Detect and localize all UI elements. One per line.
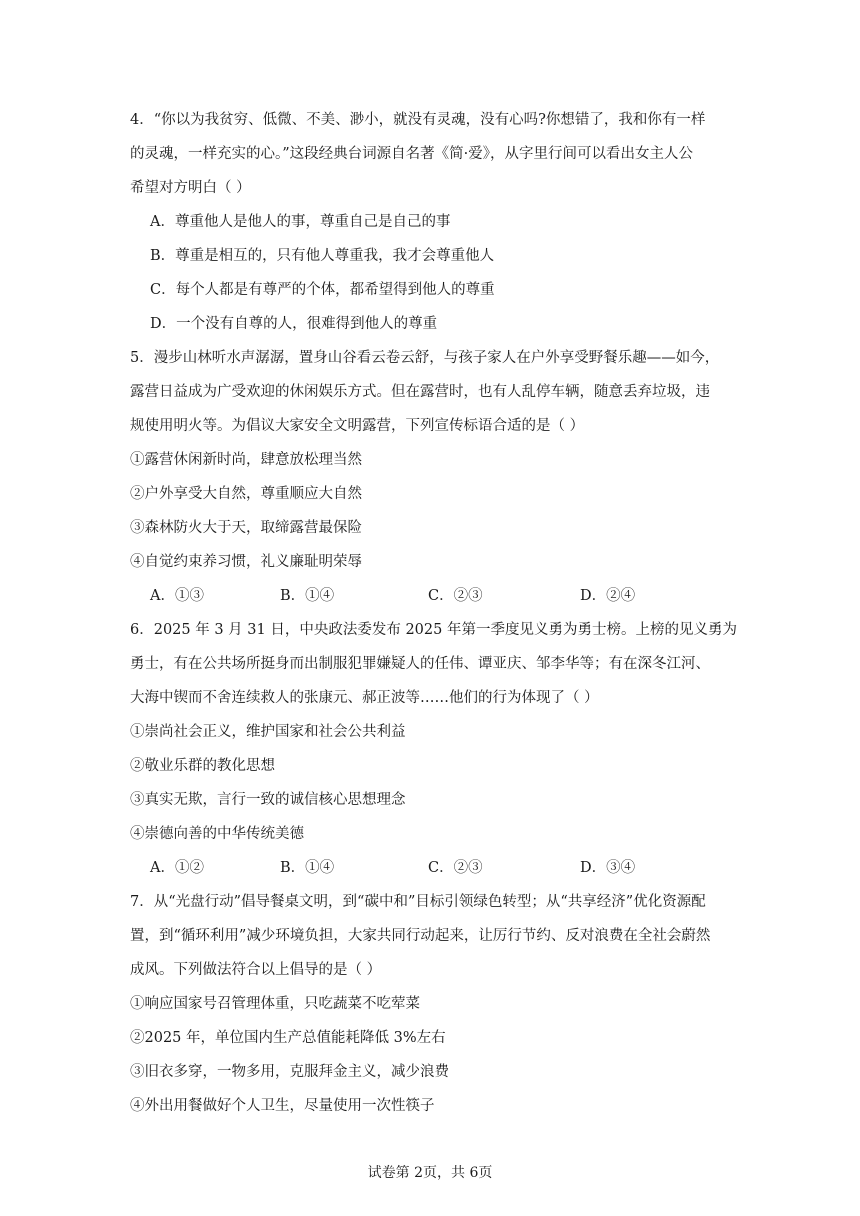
question-7-stem-line-3: 成风。下列做法符合以上倡导的是（ ） [130,962,382,978]
question-5-choice-a[interactable]: A．①③ [150,588,204,604]
question-4-option-d[interactable]: D．一个没有自尊的人，很难得到他人的尊重 [150,316,438,332]
question-4-option-b[interactable]: B．尊重是相互的，只有他人尊重我，我才会尊重他人 [150,248,495,264]
question-6-item-1: ①崇尚社会正义，维护国家和社会公共利益 [130,724,406,740]
question-7-item-3: ③旧衣多穿，一物多用，克服拜金主义，减少浪费 [130,1064,449,1080]
question-6-stem-line-1: 6．2025 年 3 月 31 日，中央政法委发布 2025 年第一季度见义勇为勇士榜。上榜的见义勇为 [130,622,737,638]
question-4-stem-line-2: 的灵魂，一样充实的心。”这段经典台词源自名著《简·爱》，从字里行间可以看出女主人公 [130,146,694,162]
question-5-item-4: ④自觉约束养习惯，礼义廉耻明荣辱 [130,554,362,570]
question-5-choice-c[interactable]: C．②③ [428,588,483,604]
question-6-stem-line-3: 大海中锲而不舍连续救人的张康元、郝正波等……他们的行为体现了（ ） [130,690,599,706]
question-5-item-2: ②户外享受大自然，尊重顺应大自然 [130,486,362,502]
question-4-stem-line-1: 4．“你以为我贫穷、低微、不美、渺小，就没有灵魂，没有心吗?你想错了，我和你有一样 [130,112,706,128]
question-5-item-1: ①露营休闲新时尚，肆意放松理当然 [130,452,362,468]
question-6-choice-b[interactable]: B．①④ [280,860,335,876]
question-6-item-2: ②敬业乐群的教化思想 [130,758,275,774]
question-7-stem-line-2: 置，到“循环利用”减少环境负担，大家共同行动起来，让厉行节约、反对浪费在全社会蔚然 [130,928,711,944]
question-5-stem-line-3: 规使用明火等。为倡议大家安全文明露营，下列宣传标语合适的是（ ） [130,418,585,434]
question-6-stem-line-2: 勇士，有在公共场所挺身而出制服犯罪嫌疑人的任伟、谭亚庆、邹李华等；有在深冬江河、 [130,656,710,672]
question-5-item-3: ③森林防火大于天，取缔露营最保险 [130,520,362,536]
question-6-choice-d[interactable]: D．③④ [580,860,636,876]
question-7-stem-line-1: 7．从“光盘行动”倡导餐桌文明，到“碳中和”目标引领绿色转型；从“共享经济”优化资源配 [130,894,706,910]
question-5-stem-line-1: 5．漫步山林听水声潺潺，置身山谷看云卷云舒，与孩子家人在户外享受野餐乐趣——如今， [130,350,720,366]
question-7-item-1: ①响应国家号召管理体重，只吃蔬菜不吃荤菜 [130,996,420,1012]
question-6-choice-c[interactable]: C．②③ [428,860,483,876]
question-4-stem-line-3: 希望对方明白（ ） [130,180,251,196]
question-6-choice-a[interactable]: A．①② [150,860,204,876]
question-5-stem-line-2: 露营日益成为广受欢迎的休闲娱乐方式。但在露营时，也有人乱停车辆，随意丢弃垃圾，违 [130,384,710,400]
question-7-item-4: ④外出用餐做好个人卫生，尽量使用一次性筷子 [130,1098,435,1114]
question-5-choice-b[interactable]: B．①④ [280,588,335,604]
question-7-item-2: ②2025 年，单位国内生产总值能耗降低 3%左右 [130,1030,446,1046]
question-4-option-c[interactable]: C．每个人都是有尊严的个体，都希望得到他人的尊重 [150,282,495,298]
question-4-option-a[interactable]: A．尊重他人是他人的事，尊重自己是自己的事 [150,214,451,230]
page-footer: 试卷第 2页，共 6页 [367,1165,493,1181]
question-6-item-3: ③真实无欺，言行一致的诚信核心思想理念 [130,792,406,808]
question-6-item-4: ④崇德向善的中华传统美德 [130,826,304,842]
question-5-choice-d[interactable]: D．②④ [580,588,636,604]
